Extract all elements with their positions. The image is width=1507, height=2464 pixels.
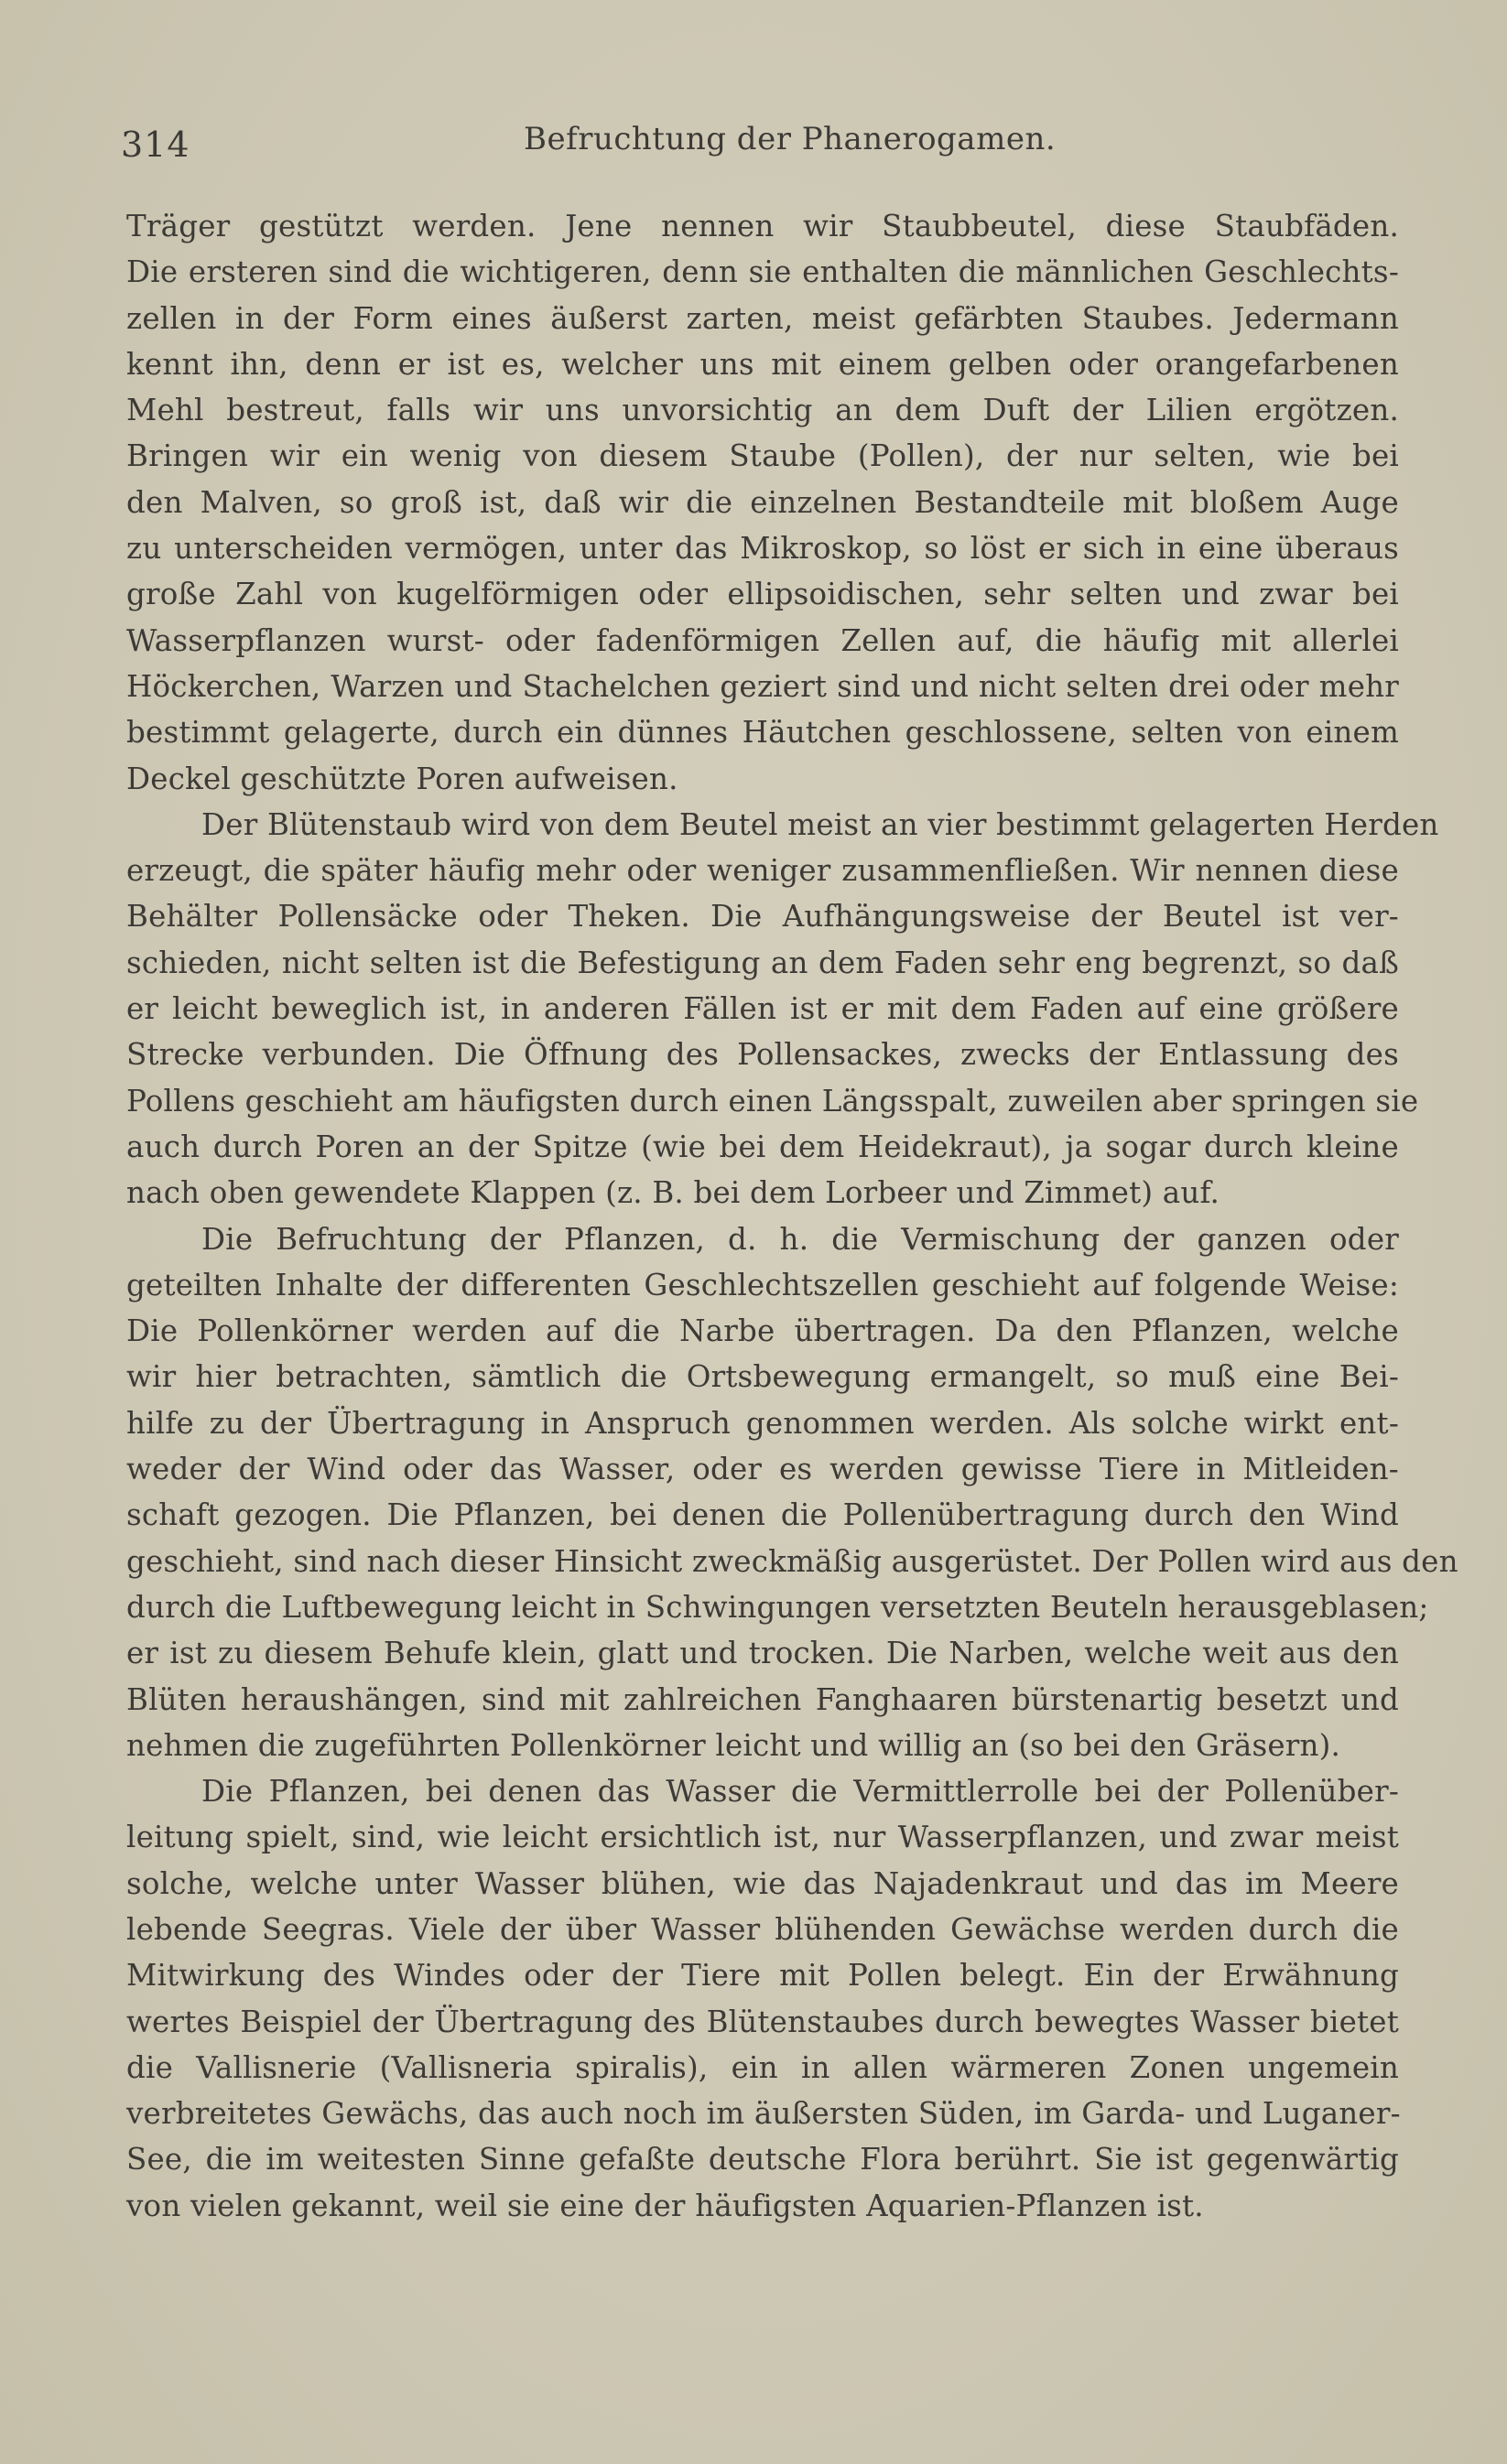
text-line: die Vallisnerie (Vallisneria spiralis), ein in allen wärmeren Zonen ungemein xyxy=(126,2049,1399,2085)
text-line: Die Befruchtung der Pflanzen, d. h. die Vermischung der ganzen oder xyxy=(201,1221,1399,1257)
text-line: verbreitetes Gewächs, das auch noch im äußersten Süden, im Garda- und Luganer- xyxy=(126,2096,1401,2132)
text-line: große Zahl von kugelförmigen oder ellipsoidischen, sehr selten und zwar bei xyxy=(126,577,1399,612)
text-line: er leicht beweglich ist, in anderen Fällen ist er mit dem Faden auf eine größere xyxy=(126,991,1399,1027)
text-line: erzeugt, die später häufig mehr oder weniger zusammenfließen. Wir nennen diese xyxy=(126,853,1399,889)
text-line: bestimmt gelagerte, durch ein dünnes Häutchen geschlossene, selten von einem xyxy=(126,715,1399,751)
text-line: geteilten Inhalte der differenten Geschlechtszellen geschieht auf folgende Weise: xyxy=(126,1267,1399,1302)
text-line: weder der Wind oder das Wasser, oder es werden gewisse Tiere in Mitleiden- xyxy=(126,1452,1399,1487)
text-line: Träger gestützt werden. Jene nennen wir Staubbeutel, diese Staubfäden. xyxy=(126,209,1399,243)
text-line: Behälter Pollensäcke oder Theken. Die Aufhängungsweise der Beutel ist ver- xyxy=(126,899,1399,935)
text-line: Blüten heraushängen, sind mit zahlreichen Fanghaaren bürstenartig besetzt und xyxy=(126,1681,1399,1717)
text-line: Bringen wir ein wenig von diesem Staube (Pollen), der nur selten, wie bei xyxy=(126,438,1399,474)
text-line: See, die im weitesten Sinne gefaßte deutsche Flora berührt. Sie ist gegenwärtig xyxy=(126,2142,1399,2178)
text-line: zellen in der Form eines äußerst zarten, meist gefärbten Staubes. Jedermann xyxy=(126,300,1399,336)
text-line: Strecke verbunden. Die Öffnung des Pollensackes, zwecks der Entlassung des xyxy=(126,1037,1399,1073)
text-line: Die ersteren sind die wichtigeren, denn sie enthalten die männlichen Geschlechts- xyxy=(126,254,1399,290)
text-line: durch die Luftbewegung leicht in Schwingungen versetzten Beuteln herausgeblasen; xyxy=(126,1589,1429,1625)
text-line: den Malven, so groß ist, daß wir die einzelnen Bestandteile mit bloßem Auge xyxy=(126,484,1399,520)
body-text xyxy=(126,203,1458,2229)
text-line: Mitwirkung des Windes oder der Tiere mit Pollen belegt. Ein der Erwähnung xyxy=(126,1958,1399,1994)
text-line: Deckel geschützte Poren aufweisen. xyxy=(126,761,678,796)
text-line: wir hier betrachten, sämtlich die Ortsbewegung ermangelt, so muß eine Bei- xyxy=(126,1359,1399,1395)
text-line: nach oben gewendete Klappen (z. B. bei dem Lorbeer und Zimmet) auf. xyxy=(126,1175,1220,1211)
text-line: Wasserpflanzen wurst- oder fadenförmigen Zellen auf, die häufig mit allerlei xyxy=(126,622,1399,658)
text-line: wertes Beispiel der Übertragung des Blütenstaubes durch bewegtes Wasser bietet xyxy=(126,2004,1399,2039)
text-line: er ist zu diesem Behufe klein, glatt und trocken. Die Narben, welche weit aus den xyxy=(126,1636,1399,1671)
running-title: Befruchtung der Phanerogamen. xyxy=(524,121,1057,157)
page-header xyxy=(121,117,1403,172)
text-line: Die Pflanzen, bei denen das Wasser die Vermittlerrolle bei der Pollenüber- xyxy=(201,1774,1399,1810)
text-line: hilfe zu der Übertragung in Anspruch genommen werden. Als solche wirkt ent- xyxy=(126,1405,1399,1441)
text-line: leitung spielt, sind, wie leicht ersichtlich ist, nur Wasserpflanzen, und zwar meist xyxy=(126,1820,1399,1855)
text-line: von vielen gekannt, weil sie eine der häufigsten Aquarien-Pflanzen ist. xyxy=(126,2188,1204,2223)
text-line: solche, welche unter Wasser blühen, wie das Najadenkraut und das im Meere xyxy=(126,1865,1399,1901)
text-line: Der Blütenstaub wird von dem Beutel meist an vier bestimmt gelagerten Herden xyxy=(201,806,1439,842)
text-line: schieden, nicht selten ist die Befestigung an dem Faden sehr eng begrenzt, so daß xyxy=(126,945,1399,980)
text-line: Mehl bestreut, falls wir uns unvorsichtig an dem Duft der Lilien ergötzen. xyxy=(126,393,1399,428)
text-line: auch durch Poren an der Spitze (wie bei dem Heidekraut), ja sogar durch kleine xyxy=(126,1129,1399,1164)
text-line: kennt ihn, denn er ist es, welcher uns mit einem gelben oder orangefarbenen xyxy=(126,346,1399,382)
text-line: lebende Seegras. Viele der über Wasser blühenden Gewächse werden durch die xyxy=(126,1911,1399,1947)
text-line: geschieht, sind nach dieser Hinsicht zweckmäßig ausgerüstet. Der Pollen wird aus den xyxy=(126,1543,1458,1579)
text-line: schaft gezogen. Die Pflanzen, bei denen die Pollenübertragung durch den Wind xyxy=(126,1497,1399,1533)
text-line: zu unterscheiden vermögen, unter das Mikroskop, so löst er sich in eine überaus xyxy=(126,531,1399,567)
text-line: Pollens geschieht am häufigsten durch einen Längsspalt, zuweilen aber springen sie xyxy=(126,1083,1419,1119)
text-line: Die Pollenkörner werden auf die Narbe übertragen. Da den Pflanzen, welche xyxy=(126,1313,1399,1349)
page-number: 314 xyxy=(121,124,190,165)
text-line: Höckerchen, Warzen und Stachelchen geziert sind und nicht selten drei oder mehr xyxy=(126,668,1399,704)
text-line: nehmen die zugeführten Pollenkörner leicht und willig an (so bei den Gräsern). xyxy=(126,1727,1341,1763)
